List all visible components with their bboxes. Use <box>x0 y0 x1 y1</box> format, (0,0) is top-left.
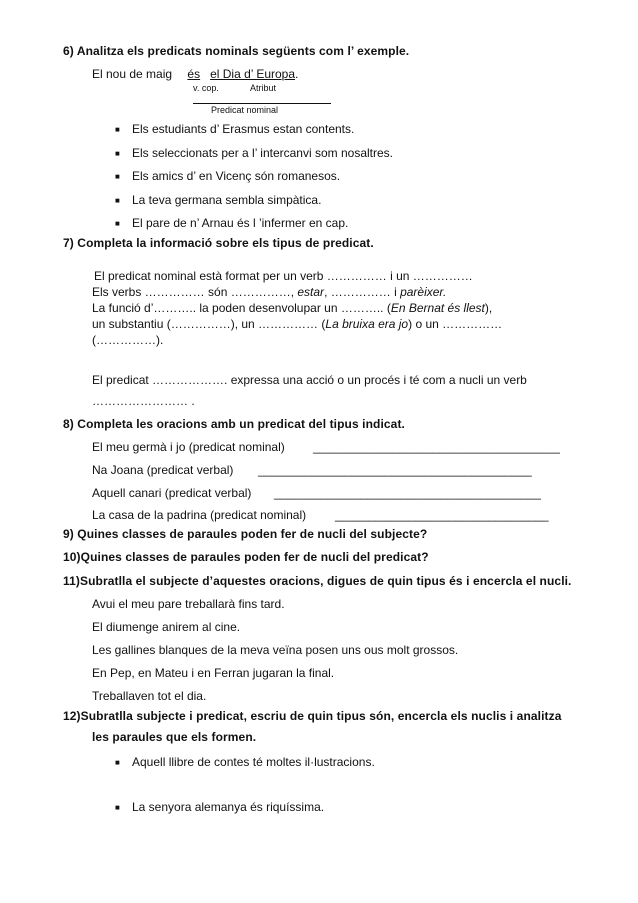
q7-line-6: El predicat ………………. expressa una acció o un procés i té com a nucli un verb <box>92 373 527 387</box>
q7-line-4b: La bruixa era jo <box>325 317 409 331</box>
q7-line-5: (……………). <box>92 333 164 347</box>
q8-item-2-text: Na Joana (predicat verbal) <box>92 463 234 477</box>
q11-title: 11)Subratlla el subjecte d’aquestes oracions, digues de quin tipus és i encercla el nucli. <box>63 574 572 588</box>
q11-item-5: Treballaven tot el dia. <box>92 689 207 703</box>
q7-line-4a: un substantiu (……………), un …………… ( <box>92 317 326 331</box>
bullet-icon: ■ <box>115 149 120 158</box>
q8-item-4-blank[interactable]: ________________________________ <box>335 508 549 522</box>
q6-predicate-underline <box>193 103 331 104</box>
q6-example-atribut: el Dia d’ Europa <box>210 67 296 81</box>
q8-item-1-text: El meu germà i jo (predicat nominal) <box>92 440 285 454</box>
q6-title: 6) Analitza els predicats nominals següents com l’ exemple. <box>63 44 410 58</box>
q6-atribut-label: Atribut <box>250 83 277 93</box>
q11-item-3: Les gallines blanques de la meva veïna posen uns ous molt grossos. <box>92 643 459 657</box>
q7-line-1: El predicat nominal està format per un verb …………… i un …………… <box>94 269 473 283</box>
q6-example-sentence <box>92 67 298 81</box>
q12-title-line-1: 12)Subratlla subjecte i predicat, escriu de quin tipus són, encercla els nuclis i analitza <box>63 709 562 723</box>
q7-line-4 <box>92 317 502 331</box>
q6-item-2: Els seleccionats per a l’ intercanvi som nosaltres. <box>132 146 393 160</box>
q7-line-3 <box>92 301 492 315</box>
q6-item-5: El pare de n’ Arnau és l ’infermer en cap. <box>132 216 349 230</box>
bullet-icon: ■ <box>115 219 120 228</box>
q7-line-3c: ), <box>484 301 493 315</box>
bullet-icon: ■ <box>115 758 120 767</box>
q6-predicate-label: Predicat nominal <box>211 105 279 115</box>
q7-line-2b: estar <box>297 285 325 299</box>
q12-title-line-2: les paraules que els formen. <box>92 730 257 744</box>
q6-example-prefix: El nou de maig <box>92 67 173 81</box>
q6-example-period: . <box>295 67 299 81</box>
q9-title: 9) Quines classes de paraules poden fer de nucli del subjecte? <box>63 527 428 541</box>
q7-line-2 <box>92 285 446 299</box>
q7-line-2a: Els verbs …………… són ……………, <box>92 285 298 299</box>
q8-item-3-blank[interactable]: ________________________________________ <box>274 486 541 500</box>
q12-item-1: Aquell llibre de contes té moltes il·lustracions. <box>132 755 375 769</box>
q11-item-2: El diumenge anirem al cine. <box>92 620 241 634</box>
q6-example-verb: és <box>187 67 201 81</box>
bullet-icon: ■ <box>115 172 120 181</box>
q6-item-3: Els amics d’ en Vicenç són romanesos. <box>132 169 341 183</box>
q10-title: 10)Quines classes de paraules poden fer de nucli del predicat? <box>63 550 429 564</box>
bullet-icon: ■ <box>115 803 120 812</box>
q8-item-3-text: Aquell canari (predicat verbal) <box>92 486 252 500</box>
q7-line-7: …………………… . <box>92 394 195 408</box>
q7-title: 7) Completa la informació sobre els tipus de predicat. <box>63 236 374 250</box>
q7-line-3a: La funció d’……….. la poden desenvolupar un ……….. ( <box>92 301 391 315</box>
q7-line-4c: ) o un …………… <box>408 317 503 331</box>
q12-item-2: La senyora alemanya és riquíssima. <box>132 800 325 814</box>
bullet-icon: ■ <box>115 196 120 205</box>
q6-item-1: Els estudiants d’ Erasmus estan contents. <box>132 122 355 136</box>
q6-verb-label: v. cop. <box>193 83 219 93</box>
q11-item-1: Avui el meu pare treballarà fins tard. <box>92 597 285 611</box>
bullet-icon: ■ <box>115 125 120 134</box>
q8-title: 8) Completa les oracions amb un predicat del tipus indicat. <box>63 417 405 431</box>
q11-item-4: En Pep, en Mateu i en Ferran jugaran la final. <box>92 666 335 680</box>
q8-item-1-blank[interactable]: _____________________________________ <box>313 440 560 454</box>
q6-item-4: La teva germana sembla simpàtica. <box>132 193 322 207</box>
q7-line-3b: En Bernat és llest <box>390 301 485 315</box>
q8-item-2-blank[interactable]: _________________________________________ <box>258 463 532 477</box>
q8-item-4-text: La casa de la padrina (predicat nominal) <box>92 508 307 522</box>
q7-line-2c: , …………… i <box>324 285 401 299</box>
q7-line-2d: parèixer. <box>400 285 447 299</box>
